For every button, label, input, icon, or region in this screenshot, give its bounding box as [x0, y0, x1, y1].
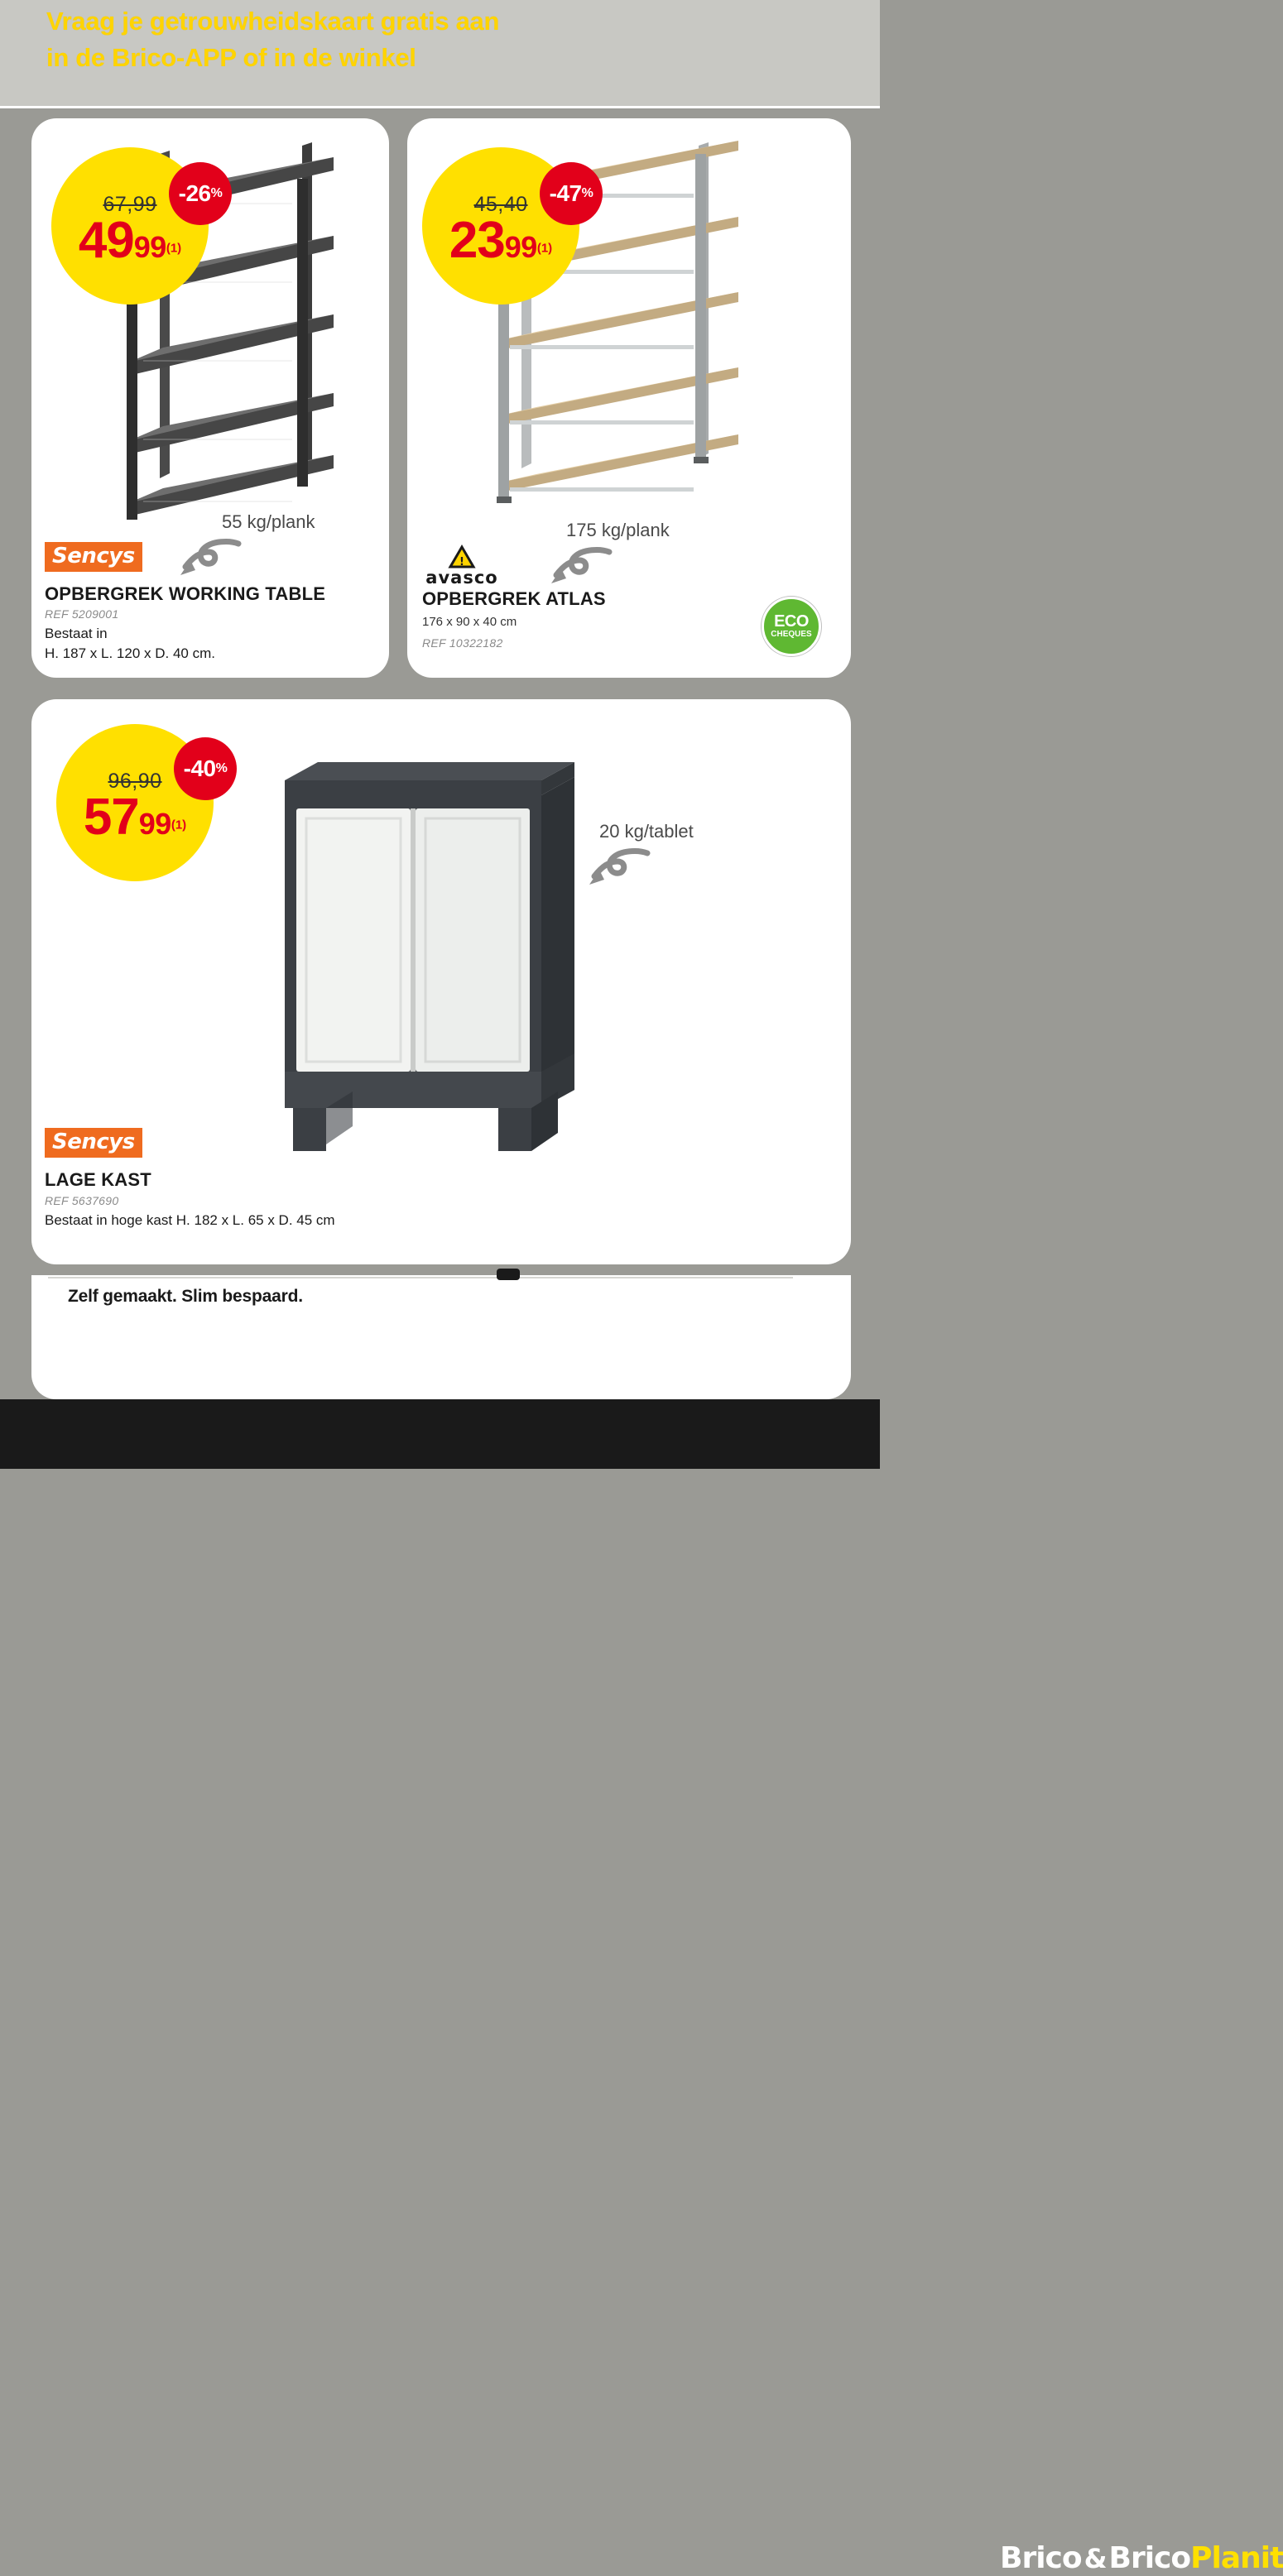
load-label-atlas: 175 kg/plank: [566, 520, 670, 540]
old-price-lage-kast: 96,90: [108, 770, 162, 793]
discount-badge-atlas: [540, 162, 603, 225]
discount-value: -47: [549, 180, 582, 206]
price-integer: 49: [78, 212, 134, 269]
product-title-working-table: OPBERGREK WORKING TABLE: [45, 583, 326, 604]
product-title-lage-kast: LAGE KAST: [45, 1169, 151, 1190]
product-card-atlas[interactable]: [407, 118, 851, 678]
discount-value: -40: [183, 756, 216, 781]
promo-banner-line-2: in de Brico-APP of in de winkel: [46, 43, 416, 72]
price-footnote: (1): [536, 241, 553, 256]
load-label-lage-kast: 20 kg/tablet: [599, 821, 694, 842]
promo-banner: [0, 0, 880, 108]
logo-brico-2: Brico: [1108, 2541, 1191, 2575]
svg-text:avasco: avasco: [425, 568, 498, 588]
logo-ampersand: &: [1084, 2543, 1107, 2574]
product-desc-working-table-line2: H. 187 x L. 120 x D. 40 cm.: [45, 645, 215, 661]
product-desc-lage-kast: Bestaat in hoge kast H. 182 x L. 65 x D. 45 cm: [45, 1212, 335, 1228]
discount-percent-sign: %: [581, 186, 593, 200]
promo-banner-text: [46, 3, 791, 76]
old-price-atlas: 45,40: [473, 193, 528, 216]
product-image-lage-kast: [250, 737, 598, 1168]
curly-arrow-icon: [179, 539, 245, 581]
product-card-working-table[interactable]: [31, 118, 389, 678]
product-ref-lage-kast: REF 5637690: [45, 1194, 119, 1207]
brico-brand-logo: [497, 1269, 1283, 2575]
discount-value: -26: [178, 180, 211, 206]
logo-planit: Planit: [1190, 2541, 1283, 2575]
discount-badge-lage-kast: [174, 737, 237, 800]
promo-banner-line-1: Vraag je getrouwheidskaart gratis aan: [46, 7, 500, 36]
brand-logo-avasco: [419, 545, 505, 588]
product-desc-working-table-line1: Bestaat in: [45, 626, 108, 641]
discount-percent-sign: %: [215, 761, 228, 775]
low-cabinet-illustration: [250, 737, 598, 1168]
product-ref-working-table: REF 5209001: [45, 607, 119, 621]
price-decimal: 99: [133, 230, 166, 264]
footer-black-bar: [0, 1399, 880, 1469]
discount-percent-sign: %: [210, 186, 223, 200]
product-title-atlas: OPBERGREK ATLAS: [422, 588, 606, 609]
price-decimal: 99: [504, 230, 537, 264]
brico-brand-logo-text: [1000, 2541, 1283, 2576]
svg-text:!: !: [459, 556, 464, 568]
price-integer: 23: [449, 212, 505, 269]
product-dims-atlas: 176 x 90 x 40 cm: [422, 615, 517, 629]
brand-logo-sencys: Sencys: [45, 542, 142, 572]
product-card-lage-kast[interactable]: [31, 699, 851, 1264]
new-price-working-table: [51, 212, 209, 269]
footer-slogan: Zelf gemaakt. Slim bespaard.: [68, 1287, 303, 1306]
price-integer: 57: [83, 789, 139, 846]
product-ref-atlas: REF 10322182: [422, 636, 503, 650]
discount-badge-working-table: [169, 162, 232, 225]
price-footnote: (1): [166, 241, 182, 256]
brand-logo-sencys: Sencys: [45, 1128, 142, 1158]
eco-badge-bottom-text: CHEQUES: [771, 630, 812, 639]
new-price-lage-kast: [56, 789, 214, 846]
new-price-atlas: [422, 212, 579, 269]
price-footnote: (1): [171, 818, 187, 832]
load-label-working-table: 55 kg/plank: [222, 511, 315, 532]
price-decimal: 99: [138, 807, 171, 841]
curly-arrow-icon: [588, 848, 654, 890]
old-price-working-table: 67,99: [103, 193, 157, 216]
logo-brico-1: Brico: [1000, 2541, 1082, 2575]
eco-cheques-badge: [762, 597, 821, 656]
footer-divider: [48, 1277, 793, 1278]
curly-arrow-icon: [550, 547, 616, 589]
eco-badge-top-text: ECO: [774, 612, 809, 631]
